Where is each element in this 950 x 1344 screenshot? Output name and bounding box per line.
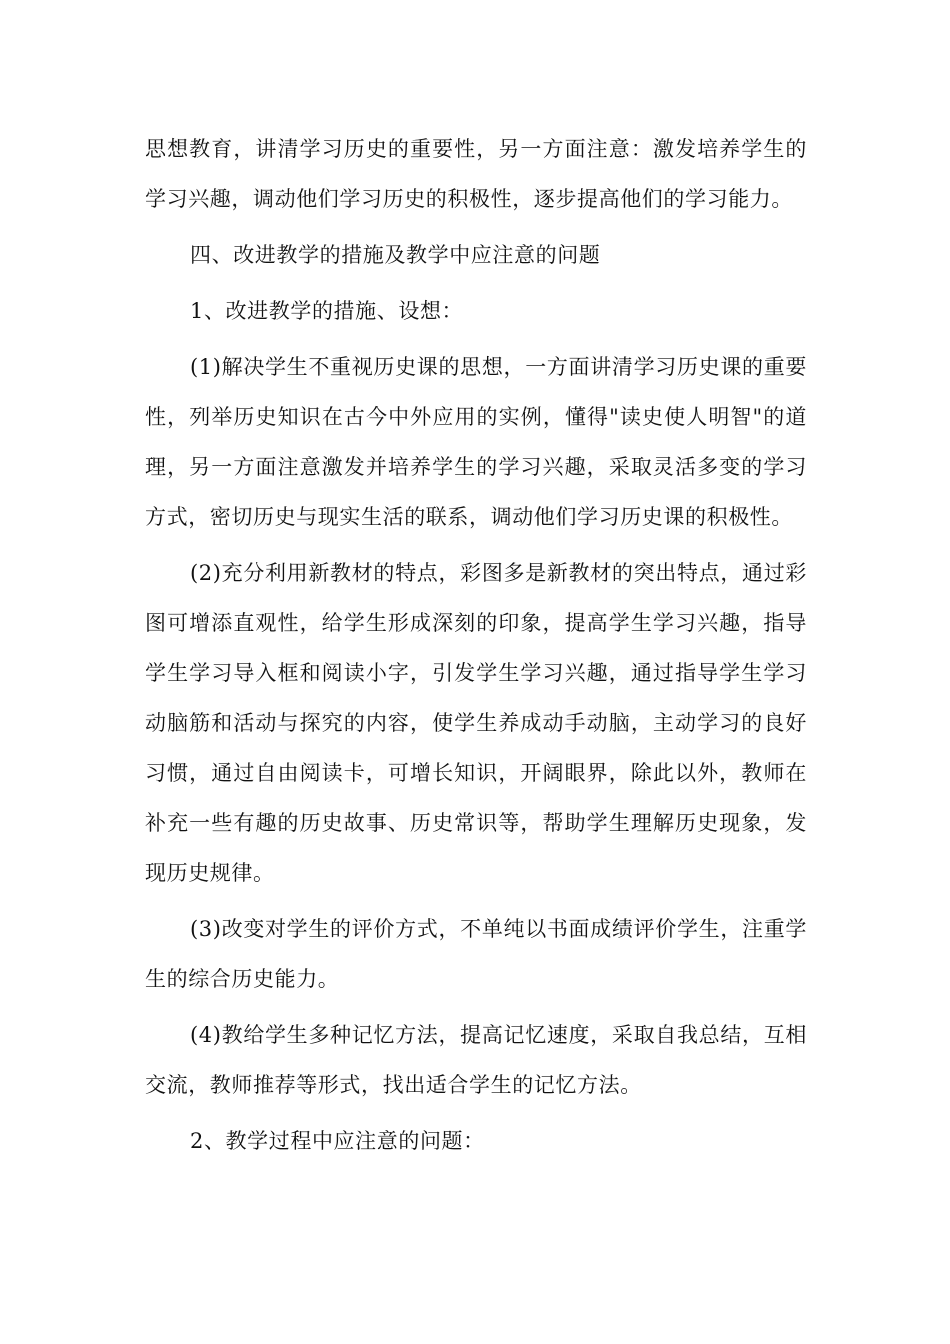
paragraph-item-4: (4)教给学生多种记忆方法，提高记忆速度，采取自我总结，互相交流，教师推荐等形式，找出适合学生的记忆方法。 <box>145 1023 807 1097</box>
subsection-heading-2: 2、教学过程中应注意的问题： <box>190 1129 485 1153</box>
paragraph-item-1: (1)解决学生不重视历史课的思想，一方面讲清学习历史课的重要性，列举历史知识在古今中外应用的实例，懂得"读史使人明智"的道理，另一方面注意激发并培养学生的学习兴趣，采取灵活多变的学习方式，密切历史与现实生活的联系，调动他们学习历史课的积极性。 <box>145 355 807 529</box>
paragraph-item-2: (2)充分利用新教材的特点，彩图多是新教材的突出特点，通过彩图可增添直观性，给学生形成深刻的印象，提高学生学习兴趣，指导学生学习导入框和阅读小字，引发学生学习兴趣，通过指导学生学习动脑筋和活动与探究的内容，使学生养成动手动脑，主动学习的良好习惯，通过自由阅读卡，可增长知识，开阔眼界，除此以外，教师在补充一些有趣的历史故事、历史常识等，帮助学生理解历史现象，发现历史规律。 <box>145 561 807 885</box>
document-body <box>145 124 807 1172</box>
paragraph-intro: 思想教育，讲清学习历史的重要性，另一方面注意：激发培养学生的学习兴趣，调动他们学习历史的积极性，逐步提高他们的学习能力。 <box>145 137 807 211</box>
subsection-heading-1: 1、改进教学的措施、设想： <box>190 299 464 323</box>
section-heading-4: 四、改进教学的措施及教学中应注意的问题 <box>190 243 601 267</box>
paragraph-item-3: (3)改变对学生的评价方式，不单纯以书面成绩评价学生，注重学生的综合历史能力。 <box>145 917 807 991</box>
